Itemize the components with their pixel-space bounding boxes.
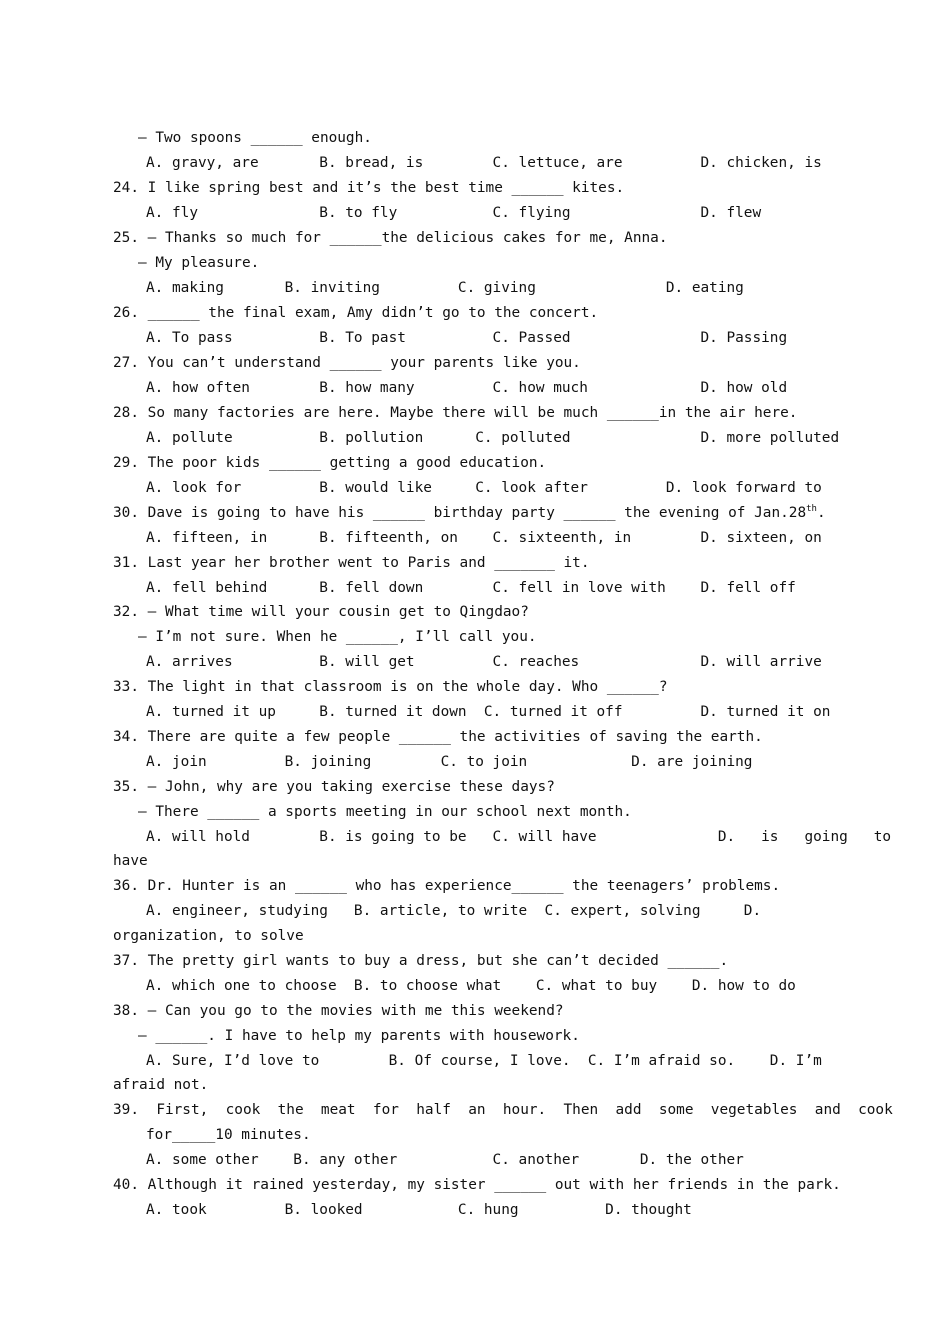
line-37-options: A. which one to choose B. to choose what C. what to buy D. how to do xyxy=(146,978,796,994)
line-35-answer: — There ______ a sports meeting in our school next month. xyxy=(138,804,632,820)
question-28: 28. So many factories are here. Maybe there will be much ______in the air here. xyxy=(113,405,798,421)
superscript-th: th xyxy=(806,504,817,514)
line-32-answer: — I’m not sure. When he ______, I’ll call you. xyxy=(138,629,537,645)
line-38-options: A. Sure, I’d love to B. Of course, I love. C. I’m afraid so. D. I’m xyxy=(146,1053,822,1069)
question-30-period: . xyxy=(816,505,826,521)
question-24: 24. I like spring best and it’s the best time ______ kites. xyxy=(113,180,625,196)
line-35-options-wrap: have xyxy=(113,853,148,869)
line-31-options: A. fell behind B. fell down C. fell in love with D. fell off xyxy=(146,580,796,596)
line-25-options: A. making B. inviting C. giving D. eating xyxy=(146,280,744,296)
line-26-options: A. To pass B. To past C. Passed D. Passing xyxy=(146,330,788,346)
question-26: 26. ______ the final exam, Amy didn’t go to the concert. xyxy=(113,305,599,321)
line-38-options-wrap: afraid not. xyxy=(113,1077,209,1093)
line-23-answer: — Two spoons ______ enough. xyxy=(138,130,372,146)
line-34-options: A. join B. joining C. to join D. are joining xyxy=(146,754,753,770)
question-29: 29. The poor kids ______ getting a good education. xyxy=(113,455,547,471)
line-29-options: A. look for B. would like C. look after D. look forward to xyxy=(146,480,822,496)
question-33: 33. The light in that classroom is on the whole day. Who ______? xyxy=(113,679,668,695)
line-38-answer: — ______. I have to help my parents with housework. xyxy=(138,1028,580,1044)
line-33-options: A. turned it up B. turned it down C. turned it off D. turned it on xyxy=(146,704,831,720)
line-28-options: A. pollute B. pollution C. polluted D. more polluted xyxy=(146,430,840,446)
question-35: 35. — John, why are you taking exercise these days? xyxy=(113,779,555,795)
line-30-options: A. fifteen, in B. fifteenth, on C. sixteenth, in D. sixteen, on xyxy=(146,530,822,546)
line-35-options: A. will hold B. is going to be C. will have D. is going to xyxy=(146,829,892,845)
question-31: 31. Last year her brother went to Paris and _______ it. xyxy=(113,555,590,571)
line-27-options: A. how often B. how many C. how much D. how old xyxy=(146,380,788,396)
question-39-wrap: for_____10 minutes. xyxy=(146,1127,311,1143)
line-25-answer: — My pleasure. xyxy=(138,255,260,271)
question-40: 40. Although it rained yesterday, my sister ______ out with her friends in the park. xyxy=(113,1177,841,1193)
question-32: 32. — What time will your cousin get to Qingdao? xyxy=(113,604,529,620)
line-40-options: A. took B. looked C. hung D. thought xyxy=(146,1202,692,1218)
line-36-options: A. engineer, studying B. article, to write C. expert, solving D. xyxy=(146,903,762,919)
question-38: 38. — Can you go to the movies with me this weekend? xyxy=(113,1003,564,1019)
question-37: 37. The pretty girl wants to buy a dress, but she can’t decided ______. xyxy=(113,953,729,969)
line-24-options: A. fly B. to fly C. flying D. flew xyxy=(146,205,762,221)
question-30-text: 30. Dave is going to have his ______ birthday party ______ the evening of Jan.28 xyxy=(113,505,807,521)
line-23-options: A. gravy, are B. bread, is C. lettuce, are D. chicken, is xyxy=(146,155,822,171)
line-39-options: A. some other B. any other C. another D. the other xyxy=(146,1152,744,1168)
question-34: 34. There are quite a few people ______ the activities of saving the earth. xyxy=(113,729,763,745)
question-30 xyxy=(113,504,826,522)
question-27: 27. You can’t understand ______ your parents like you. xyxy=(113,355,581,371)
question-39: 39. First, cook the meat for half an hour. Then add some vegetables and cook xyxy=(113,1102,893,1118)
question-25: 25. — Thanks so much for ______the delicious cakes for me, Anna. xyxy=(113,230,668,246)
line-36-options-wrap: organization, to solve xyxy=(113,928,304,944)
line-32-options: A. arrives B. will get C. reaches D. will arrive xyxy=(146,654,822,670)
question-36: 36. Dr. Hunter is an ______ who has experience______ the teenagers’ problems. xyxy=(113,878,781,894)
